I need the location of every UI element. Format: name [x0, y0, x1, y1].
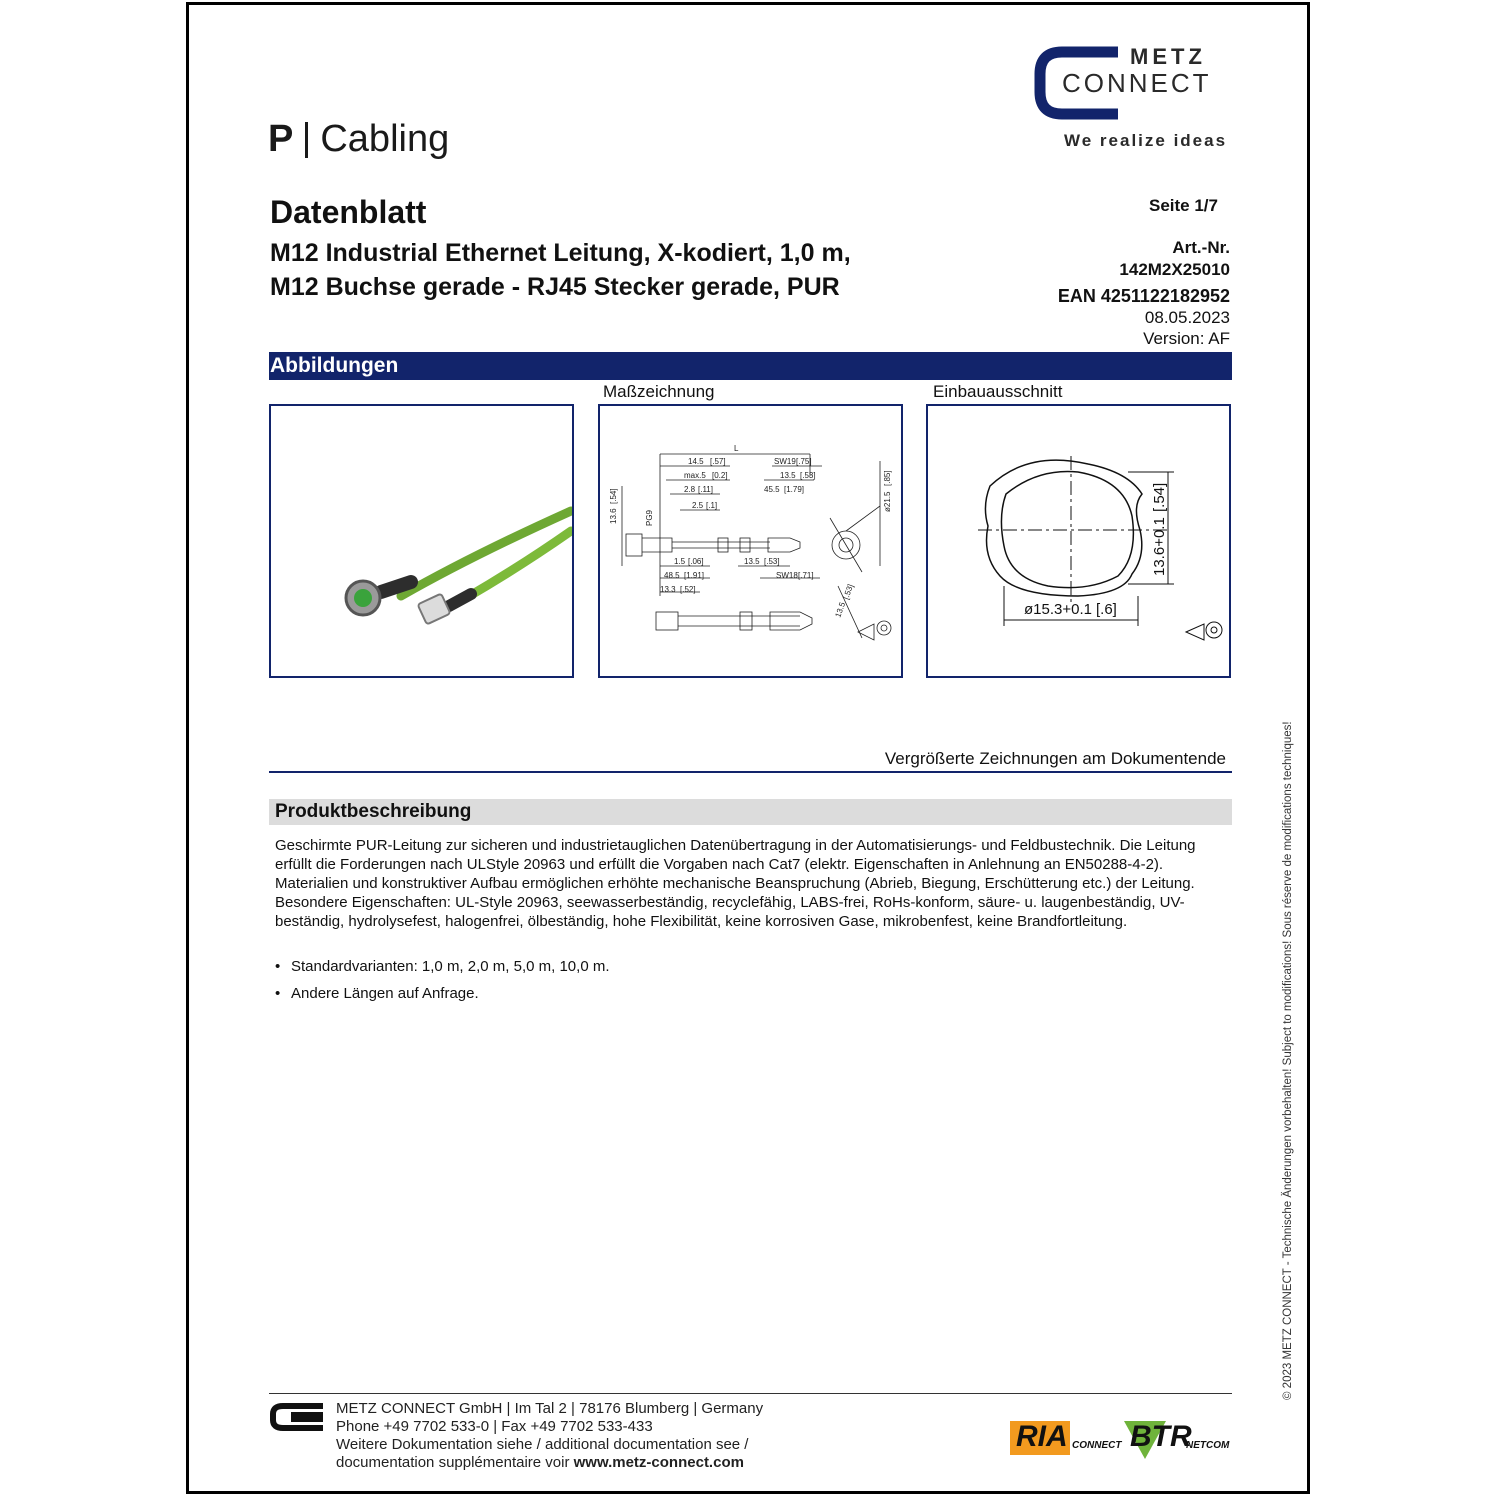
- dim-13-5-bottom: 13.5: [744, 557, 760, 566]
- dim-48-5-in: [1.91]: [684, 571, 705, 580]
- cutout-drawing-image: [928, 406, 1229, 676]
- product-photo-image: [271, 406, 572, 676]
- dim-13-5-diag-in: [.53]: [841, 582, 856, 601]
- dim-diameter-21-5-in: [.85]: [883, 470, 892, 486]
- copyright-side-note: © 2023 METZ CONNECT - Technische Änderungen vorbehalten! Subject to modifications! Sous réserve de modifications techniques!: [1282, 721, 1294, 1400]
- btr-logo-text: BTR: [1130, 1420, 1192, 1453]
- label-dimension-drawing: Maßzeichnung: [603, 382, 715, 401]
- cutout-height-in: [.54]: [1151, 482, 1168, 512]
- cutout-width-in: [.6]: [1096, 601, 1117, 618]
- description-line: Geschirmte PUR-Leitung zur sicheren und industrietauglichen Datenübertragung in der Automatisierungs- und Feldbustechnik. Die Leitung: [275, 837, 1196, 854]
- footer-phone-line: Phone +49 7702 533-0 | Fax +49 7702 533-433: [336, 1418, 653, 1435]
- document-version: Version: AF: [1143, 329, 1230, 348]
- dim-2-5-in: [.1]: [706, 501, 718, 510]
- footer-address: [336, 1400, 763, 1472]
- bullet-item: [275, 985, 479, 1002]
- dim-sw19: SW19: [774, 457, 796, 466]
- label-cutout: Einbauausschnitt: [933, 382, 1063, 401]
- section-header-description: [269, 799, 1232, 825]
- description-line: Besondere Eigenschaften: UL-Style 20963, seewasserbeständig, recyclefähig, LABS-frei, RoHs-konform, säure- u. laugenbeständig, UV-: [275, 894, 1185, 911]
- section-header-figures: [269, 352, 1232, 380]
- dim-13-3: 13.3: [660, 585, 676, 594]
- footer-doc-line: Weitere Dokumentation siehe / additional documentation see /: [336, 1436, 749, 1453]
- ria-logo-sub: CONNECT: [1072, 1440, 1122, 1451]
- footer-divider: [269, 1393, 1232, 1394]
- bullet-text: Standardvarianten: 1,0 m, 2,0 m, 5,0 m, 10,0 m.: [291, 958, 610, 975]
- footer-website-link[interactable]: www.metz-connect.com: [573, 1454, 744, 1471]
- dim-sw18-in: [.71]: [798, 571, 814, 580]
- ria-logo-text: RIA: [1016, 1420, 1068, 1453]
- dim-pg9: PG9: [645, 509, 654, 526]
- logo-metz-text: METZ: [1130, 44, 1206, 69]
- dim-13-5-bottom-in: [.53]: [764, 557, 780, 566]
- cutout-drawing-frame: [926, 404, 1231, 678]
- description-line: beständig, hydrolysefest, halogenfrei, ölbeständig, hohe Flexibilität, keine korrosiven Gase, mikrobenfest, keine Brandfortleitung.: [275, 913, 1128, 930]
- dim-45-5: 45.5: [764, 485, 780, 494]
- brand-divider: [305, 122, 308, 158]
- description-text: [275, 836, 1225, 931]
- dimension-drawing-frame: [598, 404, 903, 678]
- subtitle-line-1: M12 Industrial Ethernet Leitung, X-kodiert, 1,0 m,: [270, 239, 851, 267]
- dim-sw18: SW18: [776, 571, 798, 580]
- document-subtitle: [270, 236, 851, 304]
- enlarged-drawings-note: Vergrößerte Zeichnungen am Dokumentende: [884, 749, 1226, 768]
- dim-max5-in: [0.2]: [712, 471, 728, 480]
- dim-13-3-in: [.52]: [680, 585, 696, 594]
- dim-13-6-in: [.54]: [609, 488, 618, 504]
- footer-logo-icon: [269, 1402, 325, 1432]
- document-title: Datenblatt: [270, 194, 427, 230]
- dim-2-8-in: [.11]: [698, 485, 713, 494]
- dim-48-5: 48.5: [664, 571, 680, 580]
- dim-2-8: 2.8: [684, 485, 696, 494]
- btr-logo-sub: NETCOM: [1186, 1440, 1230, 1451]
- dim-max5: max.5: [684, 471, 706, 480]
- section-title-description: Produktbeschreibung: [275, 801, 472, 822]
- brand-word: Cabling: [320, 118, 450, 160]
- bullet-item: [275, 958, 610, 975]
- ean-number: EAN 4251122182952: [1057, 286, 1230, 306]
- dim-13-5-top: 13.5: [780, 471, 796, 480]
- logo-connect-text: CONNECT: [1062, 68, 1212, 98]
- dim-14-5-in: [.57]: [710, 457, 726, 466]
- logo-tagline: We realize ideas: [1064, 131, 1228, 150]
- dim-14-5: 14.5: [688, 457, 704, 466]
- dim-45-5-in: [1.79]: [784, 485, 805, 494]
- document-date: 08.05.2023: [1144, 308, 1230, 327]
- description-line: erfüllt die Forderungen nach ULStyle 20963 und erfüllt die Vorgaben nach Cat7 (elektr. Eigenschaften in Anlehnung an EN50288-4-2).: [275, 856, 1164, 873]
- dim-sw19-in: [.75]: [796, 457, 812, 466]
- footer-company-line: METZ CONNECT GmbH | Im Tal 2 | 78176 Blumberg | Germany: [336, 1400, 764, 1417]
- bullet-text: Andere Längen auf Anfrage.: [291, 985, 479, 1002]
- art-nr-label: Art.-Nr.: [1172, 238, 1230, 257]
- bullet-icon: •: [275, 958, 281, 975]
- dim-1-5-in: [.06]: [688, 557, 704, 566]
- section-title-figures: Abbildungen: [270, 354, 399, 377]
- page-number: Seite 1/7: [1149, 196, 1218, 215]
- section-divider: [269, 771, 1232, 773]
- description-line: Materialien und konstruktiver Aufbau ermöglichen erhöhte mechanische Beanspruchung (Abrieb, Biegung, Erschütterung etc.) der Leitung.: [275, 875, 1195, 892]
- footer-doc-line-2: [336, 1454, 763, 1472]
- footer-doc-prefix: documentation supplémentaire voir: [336, 1454, 574, 1471]
- dim-13-5-top-in: [.53]: [800, 471, 816, 480]
- bullet-icon: •: [275, 985, 281, 1002]
- subtitle-line-2: M12 Buchse gerade - RJ45 Stecker gerade, PUR: [270, 273, 840, 301]
- dim-2-5: 2.5: [692, 501, 704, 510]
- product-photo-frame: [269, 404, 574, 678]
- dim-13-5-diag: 13.5: [833, 600, 848, 619]
- dim-1-5: 1.5: [674, 557, 686, 566]
- art-nr-value: 142M2X25010: [1119, 260, 1230, 279]
- dim-13-6: 13.6: [609, 508, 618, 524]
- brand-title: [268, 118, 449, 161]
- dimension-drawing-image: [600, 406, 901, 676]
- cutout-width: ø15.3+0.1: [1024, 601, 1092, 618]
- brand-letter: P: [268, 118, 294, 160]
- dim-diameter-21-5: ø21.5: [883, 491, 892, 512]
- dim-l: L: [734, 444, 739, 453]
- cutout-height: 13.6+0.1: [1151, 517, 1168, 576]
